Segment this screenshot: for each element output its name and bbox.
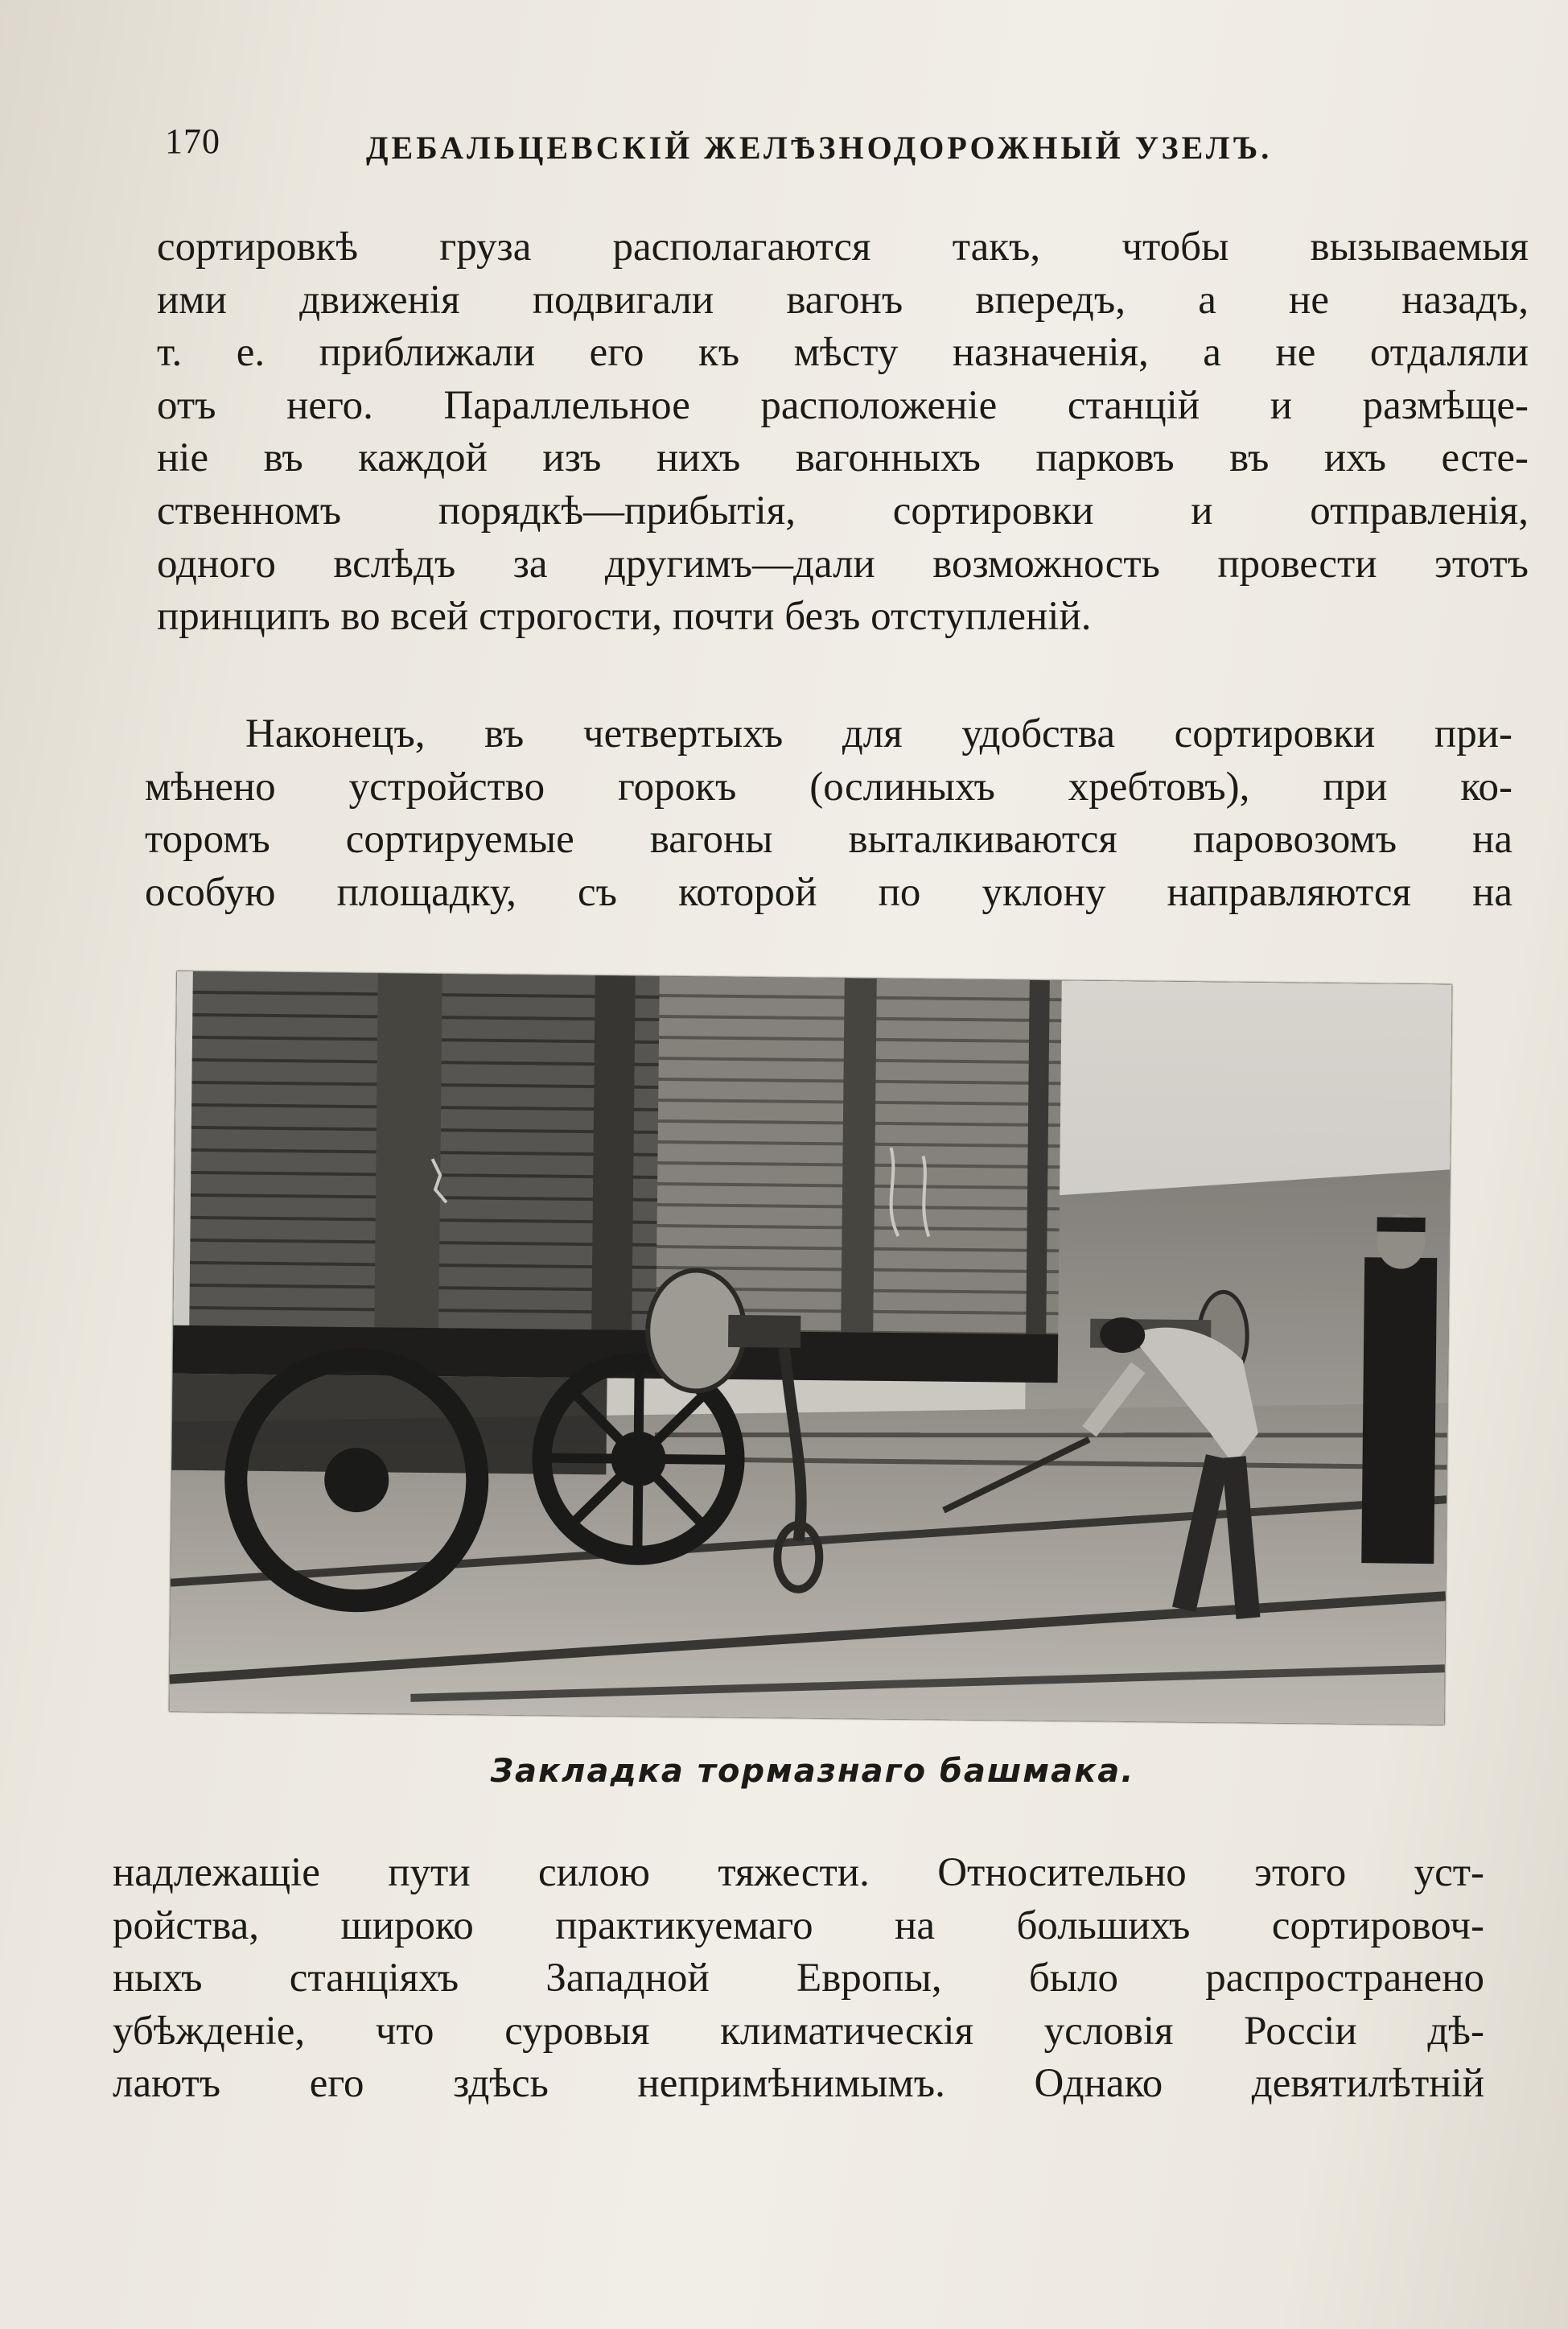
- text-line: мѣнено устройство горокъ (ослиныхъ хребтовъ), при ко-: [145, 764, 1512, 810]
- paragraph-3: [113, 1847, 1484, 2111]
- paragraph-2: [145, 708, 1512, 919]
- text-line: надлежащіе пути силою тяжести. Относительно этого уст-: [113, 1850, 1484, 1895]
- text-line: Наконецъ, въ четвертыхъ для удобства сортировки при-: [245, 711, 1512, 756]
- text-line: сортировкѣ груза располагаются такъ, чтобы вызываемыя: [157, 225, 1529, 270]
- text-line: торомъ сортируемые вагоны выталкиваются паровозомъ на: [145, 817, 1512, 863]
- text-line: лаютъ его здѣсь непримѣнимымъ. Однако девятилѣтній: [113, 2061, 1484, 2107]
- paragraph-1: [157, 221, 1529, 644]
- text-line: ніе въ каждой изъ нихъ вагонныхъ парковъ въ ихъ есте-: [157, 435, 1529, 481]
- photograph-brake-shoe: [169, 971, 1452, 1725]
- text-line: отъ него. Параллельное расположеніе станцій и размѣще-: [157, 382, 1529, 428]
- text-line: принципъ во всей строгости, почти безъ отступленій.: [157, 594, 1092, 640]
- text-line: ройства, широко практикуемаго на большихъ сортировоч-: [113, 1902, 1484, 1948]
- text-line: одного вслѣдъ за другимъ—дали возможность провести этотъ: [157, 541, 1529, 587]
- text-line: ими движенія подвигали вагонъ впередъ, а не назадъ,: [157, 277, 1529, 323]
- text-line: ныхъ станціяхъ Западной Европы, было распространено: [113, 1956, 1484, 2001]
- page-number: 170: [165, 122, 220, 161]
- photograph-illustration: [169, 971, 1452, 1725]
- text-line: особую площадку, съ которой по уклону направляются на: [145, 869, 1512, 915]
- text-line: убѣжденіе, что суровыя климатическія условія Россіи дѣ-: [113, 2008, 1484, 2054]
- figure-caption: Закладка тормазнаго башмака.: [490, 1753, 1135, 1790]
- text-line: ственномъ порядкѣ—прибытія, сортировки и отправленія,: [157, 488, 1529, 534]
- text-line: т. е. приближали его къ мѣсту назначенія, а не отдаляли: [157, 330, 1529, 376]
- running-title: ДЕБАЛЬЦЕВСКІЙ ЖЕЛѢЗНОДОРОЖНЫЙ УЗЕЛЪ.: [366, 130, 1273, 166]
